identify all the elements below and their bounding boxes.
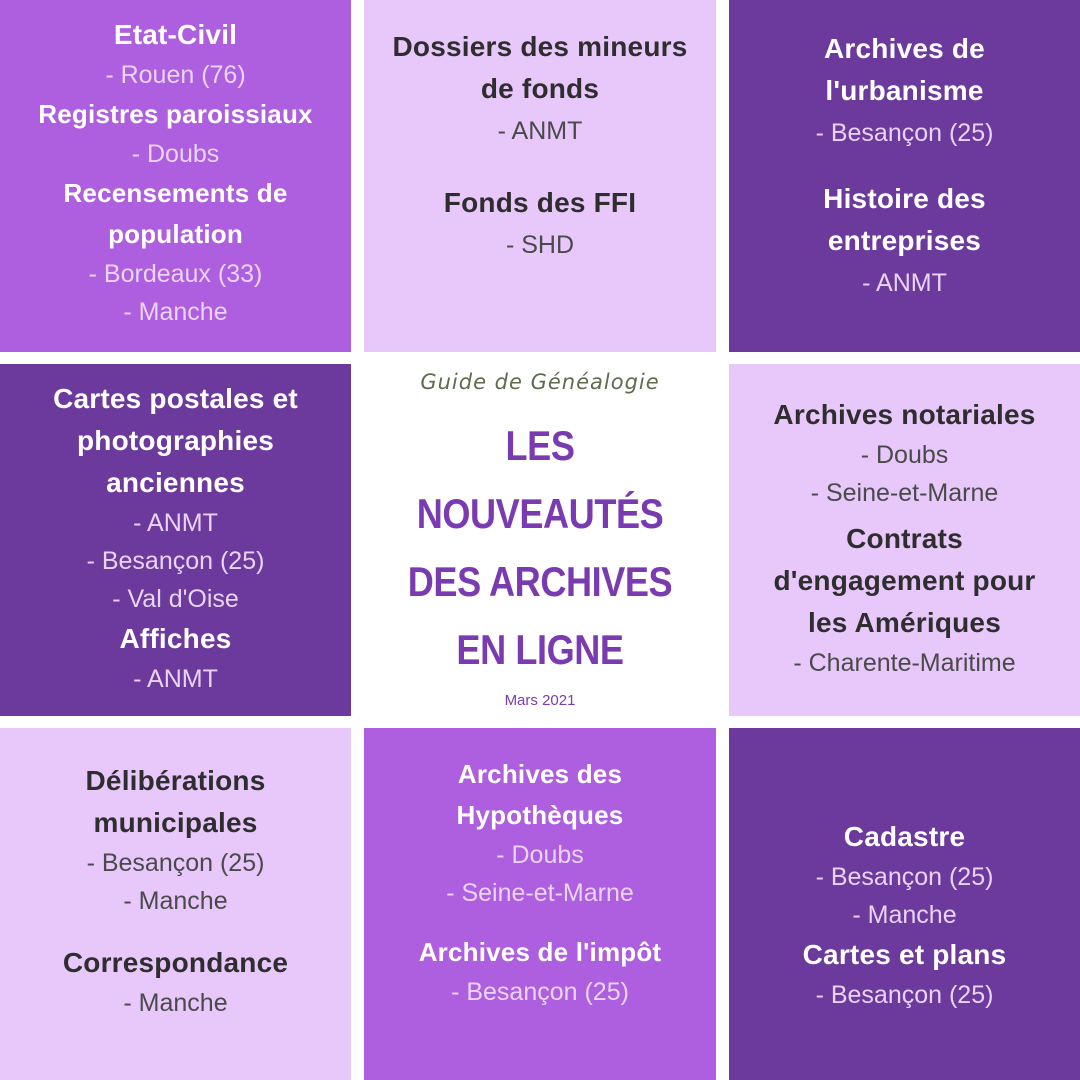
heading-cadastre: Cadastre <box>843 821 966 852</box>
source-besancon: - Besançon (25) <box>815 119 994 147</box>
heading-recensements: Recensements de population <box>63 178 288 249</box>
heading-archives-hypotheques: Archives des Hypothèques <box>456 759 624 830</box>
tile-cartes-postales <box>0 364 351 716</box>
tile-archives-notariales <box>729 364 1080 716</box>
heading-deliberations: Délibérations municipales <box>85 765 266 838</box>
tile-deliberations <box>0 728 351 1080</box>
source-besancon: - Besançon (25) <box>451 978 629 1006</box>
source-besancon: - Besançon (25) <box>86 849 265 877</box>
source-shd: - SHD <box>505 231 575 259</box>
tile-archives-hypotheques <box>364 728 716 1080</box>
brand-logo-text: Guide de Généalogie <box>420 370 660 394</box>
heading-histoire-entreprises: Histoire des entreprises <box>823 183 986 256</box>
heading-correspondance: Correspondance <box>62 947 289 978</box>
source-doubs: - Doubs <box>131 140 220 168</box>
source-manche: - Manche <box>852 901 957 929</box>
source-manche: - Manche <box>123 298 228 326</box>
source-seine-et-marne: - Seine-et-Marne <box>446 879 634 907</box>
tile-etat-civil <box>0 0 351 352</box>
source-besancon: - Besançon (25) <box>815 981 994 1009</box>
source-besancon: - Besançon (25) <box>86 547 265 575</box>
heading-dossiers-mineurs: Dossiers des mineurs de fonds <box>392 31 688 104</box>
source-rouen: - Rouen (76) <box>105 61 246 89</box>
source-anmt: - ANMT <box>133 665 218 693</box>
edition-date: Mars 2021 <box>504 692 576 709</box>
page-title: LES NOUVEAUTÉS DES ARCHIVES EN LIGNE <box>407 422 673 673</box>
heading-cartes-plans: Cartes et plans <box>802 939 1007 970</box>
heading-archives-notariales: Archives notariales <box>773 399 1036 430</box>
tile-cadastre <box>729 728 1080 1080</box>
source-charente-maritime: - Charente-Maritime <box>793 649 1016 677</box>
source-doubs: - Doubs <box>860 441 949 469</box>
source-manche: - Manche <box>123 887 228 915</box>
heading-contrats-engagement: Contrats d'engagement pour les Amériques <box>773 523 1036 638</box>
heading-archives-urbanisme: Archives de l'urbanisme <box>824 33 985 106</box>
source-seine-et-marne: - Seine-et-Marne <box>810 479 999 507</box>
heading-cartes-postales: Cartes postales et photographies anciennes <box>53 383 298 498</box>
source-besancon: - Besançon (25) <box>815 863 994 891</box>
heading-registres-paroissiaux: Registres paroissiaux <box>38 99 313 129</box>
heading-affiches: Affiches <box>119 623 232 654</box>
tile-archives-urbanisme <box>729 0 1080 352</box>
source-anmt: - ANMT <box>497 117 583 145</box>
heading-etat-civil: Etat-Civil <box>113 19 238 50</box>
source-manche: - Manche <box>123 989 228 1017</box>
source-val-doise: - Val d'Oise <box>112 585 239 613</box>
source-anmt: - ANMT <box>862 269 947 297</box>
tile-dossiers-mineurs <box>364 0 716 352</box>
source-bordeaux: - Bordeaux (33) <box>88 260 263 288</box>
source-doubs: - Doubs <box>496 841 584 869</box>
heading-archives-impot: Archives de l'impôt <box>418 937 662 967</box>
heading-fonds-ffi: Fonds des FFI <box>443 187 637 218</box>
tile-center-title <box>364 364 716 716</box>
source-anmt: - ANMT <box>133 509 218 537</box>
